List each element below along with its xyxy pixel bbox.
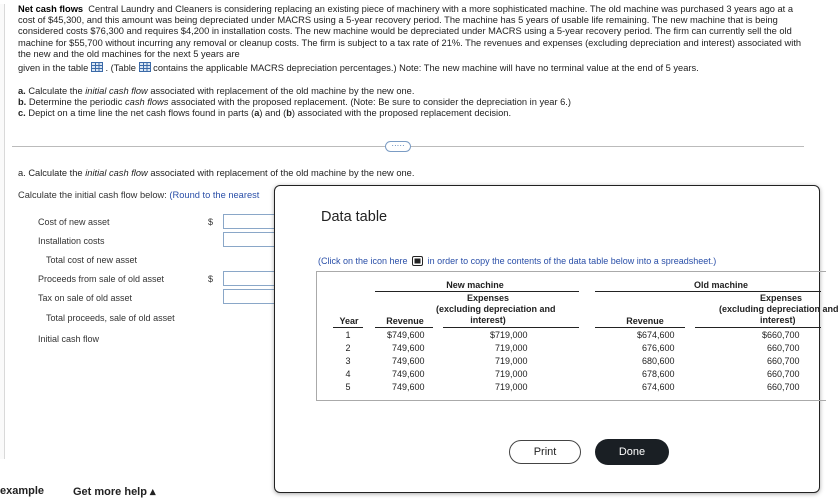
cell-old-expenses: 660,700 bbox=[767, 369, 800, 379]
header-old-expenses-sub2: interest) bbox=[760, 315, 796, 325]
cell-old-expenses: 660,700 bbox=[767, 343, 800, 353]
cell-old-revenue: 680,600 bbox=[642, 356, 675, 366]
part-b-prompt: b. Determine the periodic cash flows associated with the proposed replacement. (Note: Be sure to consider the depreciation in year 6.) bbox=[18, 97, 571, 108]
data-table-modal bbox=[274, 185, 839, 493]
macrs-table-icon[interactable] bbox=[139, 62, 151, 72]
label-total-cost-new-asset: Total cost of new asset bbox=[46, 255, 138, 265]
cell-new-expenses: 719,000 bbox=[495, 369, 528, 379]
header-old-machine: Old machine bbox=[693, 280, 748, 290]
cell-year: 5 bbox=[345, 382, 351, 392]
left-scroll-edge[interactable] bbox=[0, 4, 5, 459]
cell-old-revenue: 678,600 bbox=[642, 369, 675, 379]
cell-old-expenses: 660,700 bbox=[767, 356, 800, 366]
cell-old-revenue: 674,600 bbox=[642, 382, 675, 392]
currency-sign: $ bbox=[208, 274, 214, 284]
underline-old-machine bbox=[595, 291, 821, 292]
get-more-help-button[interactable]: Get more help ▴ bbox=[73, 486, 156, 498]
cell-old-expenses: $660,700 bbox=[762, 330, 800, 340]
modal-title: Data table bbox=[321, 209, 388, 225]
problem-text: Central Laundry and Cleaners is considering replacing an existing piece of machinery with a more sophisticated machine. The old machine was purchased 3 years ago at a cost of $45,300, and this amount was being depreciated under MACRS using a 5-year recovery period. The machine has 5 years of usable life remaining. The new machine that is being considered costs $76,300 and requires $4,200 in installation costs. The new machine would be depreciated under MACRS using a 5-year recovery period. The firm can currently sell the old machine for $55,700 without incurring any removal or cleanup costs. The firm is subject to a tax rate of 21%. The revenues and expenses (excluding depreciation and interest) associated with the new and the old machines for the next 5 years are bbox=[18, 4, 802, 59]
expand-button[interactable]: ····· bbox=[385, 141, 411, 152]
underline-new-revenue bbox=[375, 327, 433, 328]
underline-year bbox=[333, 327, 363, 328]
cell-new-expenses: $719,000 bbox=[490, 330, 528, 340]
done-button[interactable]: Done bbox=[595, 439, 669, 465]
part-a-instruction: Calculate the initial cash flow below: (Round to the nearest bbox=[18, 190, 260, 200]
cell-year: 4 bbox=[345, 369, 351, 379]
cell-old-revenue: $674,600 bbox=[637, 330, 675, 340]
header-old-expenses-sub: (excluding depreciation and bbox=[719, 304, 839, 314]
copy-instruction: (Click on the icon here in order to copy the contents of the data table below into a spreadsheet.) bbox=[318, 256, 717, 266]
header-new-expenses-sub: (excluding depreciation and bbox=[436, 304, 556, 314]
cell-new-revenue: 749,600 bbox=[392, 343, 425, 353]
cell-new-revenue: 749,600 bbox=[392, 369, 425, 379]
input-proceeds-sale-old[interactable] bbox=[223, 271, 275, 286]
header-new-machine: New machine bbox=[446, 280, 504, 290]
cell-new-revenue: 749,600 bbox=[392, 356, 425, 366]
cell-new-revenue: 749,600 bbox=[392, 382, 425, 392]
cell-year: 1 bbox=[345, 330, 351, 340]
cell-new-expenses: 719,000 bbox=[495, 356, 528, 366]
print-button[interactable]: Print bbox=[509, 440, 581, 464]
cell-new-expenses: 719,000 bbox=[495, 343, 528, 353]
underline-old-expenses bbox=[695, 327, 821, 328]
currency-sign: $ bbox=[208, 217, 214, 227]
label-tax-on-sale: Tax on sale of old asset bbox=[38, 293, 133, 303]
header-new-expenses: Expenses bbox=[466, 293, 510, 303]
rounding-hint: (Round to the nearest bbox=[169, 190, 260, 200]
header-old-revenue: Revenue bbox=[626, 316, 664, 326]
header-old-expenses: Expenses bbox=[760, 293, 803, 303]
underline-new-machine bbox=[375, 291, 579, 292]
label-total-proceeds-old: Total proceeds, sale of old asset bbox=[46, 313, 175, 323]
cell-old-revenue: 676,600 bbox=[642, 343, 675, 353]
header-new-revenue: Revenue bbox=[386, 316, 424, 326]
question-parts bbox=[18, 86, 571, 120]
cell-old-expenses: 660,700 bbox=[767, 382, 800, 392]
label-initial-cash-flow: Initial cash flow bbox=[38, 334, 100, 344]
part-c-prompt: c. Depict on a time line the net cash flows found in parts (a) and (b) associated with the proposed replacement decision. bbox=[18, 108, 512, 119]
copy-spreadsheet-icon[interactable] bbox=[412, 256, 423, 266]
label-cost-new-asset: Cost of new asset bbox=[38, 217, 110, 227]
cell-year: 3 bbox=[345, 356, 351, 366]
cell-year: 2 bbox=[345, 343, 351, 353]
header-year: Year bbox=[339, 316, 359, 326]
problem-heading: Net cash flows bbox=[18, 4, 84, 14]
label-proceeds-sale-old: Proceeds from sale of old asset bbox=[38, 274, 165, 284]
part-a-heading: a. Calculate the initial cash flow associated with replacement of the old machine by the new one. bbox=[18, 168, 415, 178]
cell-new-revenue: $749,600 bbox=[387, 330, 425, 340]
underline-new-expenses bbox=[443, 327, 579, 328]
underline-old-revenue bbox=[595, 327, 685, 328]
footer-bar bbox=[0, 478, 812, 500]
cell-new-expenses: 719,000 bbox=[495, 382, 528, 392]
input-cost-new-asset[interactable] bbox=[223, 214, 275, 229]
problem-statement: Net cash flows Central Laundry and Cleaners is considering replacing an existing piece of machinery with a more sophisticated machine. The old machine was purchased 3 years ago at a cost of $45,300, and this amount was being depreciated under MACRS using a 5-year recovery period. The machine has 5 years of usable life remaining. The new machine that is being considered costs $76,300 and requires $4,200 in installation costs. The new machine would be depreciated under MACRS using a 5-year recovery period. The firm can currently sell the old machine for $55,700 without incurring any removal or cleanup costs. The firm is subject to a tax rate of 21%. The revenues and expenses (excluding depreciation and interest) associated with the new and the old machines for the next 5 years are given in the table . (Table contains the applicable MACRS depreciation percentages.) Note: The new machine will have no terminal value at the end of 5 years. bbox=[18, 4, 802, 74]
input-installation-costs[interactable] bbox=[223, 232, 275, 247]
label-installation-costs: Installation costs bbox=[38, 236, 105, 246]
example-link[interactable]: example bbox=[0, 485, 45, 497]
data-table-icon[interactable] bbox=[91, 62, 103, 72]
part-a-prompt: a. Calculate the initial cash flow associated with replacement of the old machine by the new one. bbox=[18, 86, 415, 96]
input-tax-on-sale[interactable] bbox=[223, 289, 275, 304]
header-new-expenses-sub2: interest) bbox=[470, 315, 506, 325]
